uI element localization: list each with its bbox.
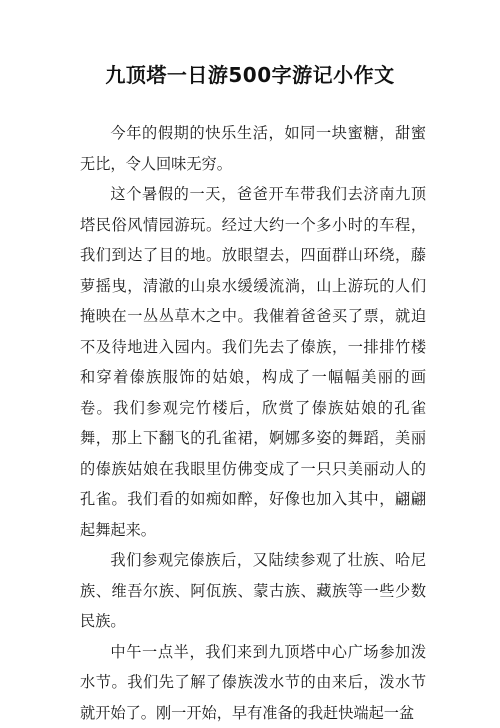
paragraph: 中午一点半，我们来到九顶塔中心广场参加泼水节。我们先了解了傣族泼水节的由来后，泼水节就开始了。刚一开始，早有准备的我赶快端起一盆 (80, 637, 426, 728)
paragraph: 这个暑假的一天，爸爸开车带我们去济南九顶塔民俗风情园游玩。经过大约一个多小时的车程，我们到达了目的地。放眼望去，四面群山环绕，藤萝摇曳，清澈的山泉水缓缓流淌，山上游玩的人们掩映在一丛丛草木之中。我催着爸爸买了票，就迫不及待地进入园内。我们先去了傣族，一排排竹楼和穿着傣族服饰的姑娘，构成了一幅幅美丽的画卷。我们参观完竹楼后，欣赏了傣族姑娘的孔雀舞，那上下翻飞的孔雀裙，婀娜多姿的舞蹈，美丽的傣族姑娘在我眼里仿佛变成了一只只美丽动人的孔雀。我们看的如痴如醉，好像也加入其中，翩翩起舞起来。 (80, 179, 426, 545)
document-body (80, 118, 426, 728)
paragraph: 今年的假期的快乐生活，如同一块蜜糖，甜蜜无比，令人回味无穷。 (80, 118, 426, 179)
document-title: 九顶塔一日游500字游记小作文 (0, 62, 500, 88)
paragraph: 我们参观完傣族后，又陆续参观了壮族、哈尼族、维吾尔族、阿佤族、蒙古族、藏族等一些少数民族。 (80, 545, 426, 637)
